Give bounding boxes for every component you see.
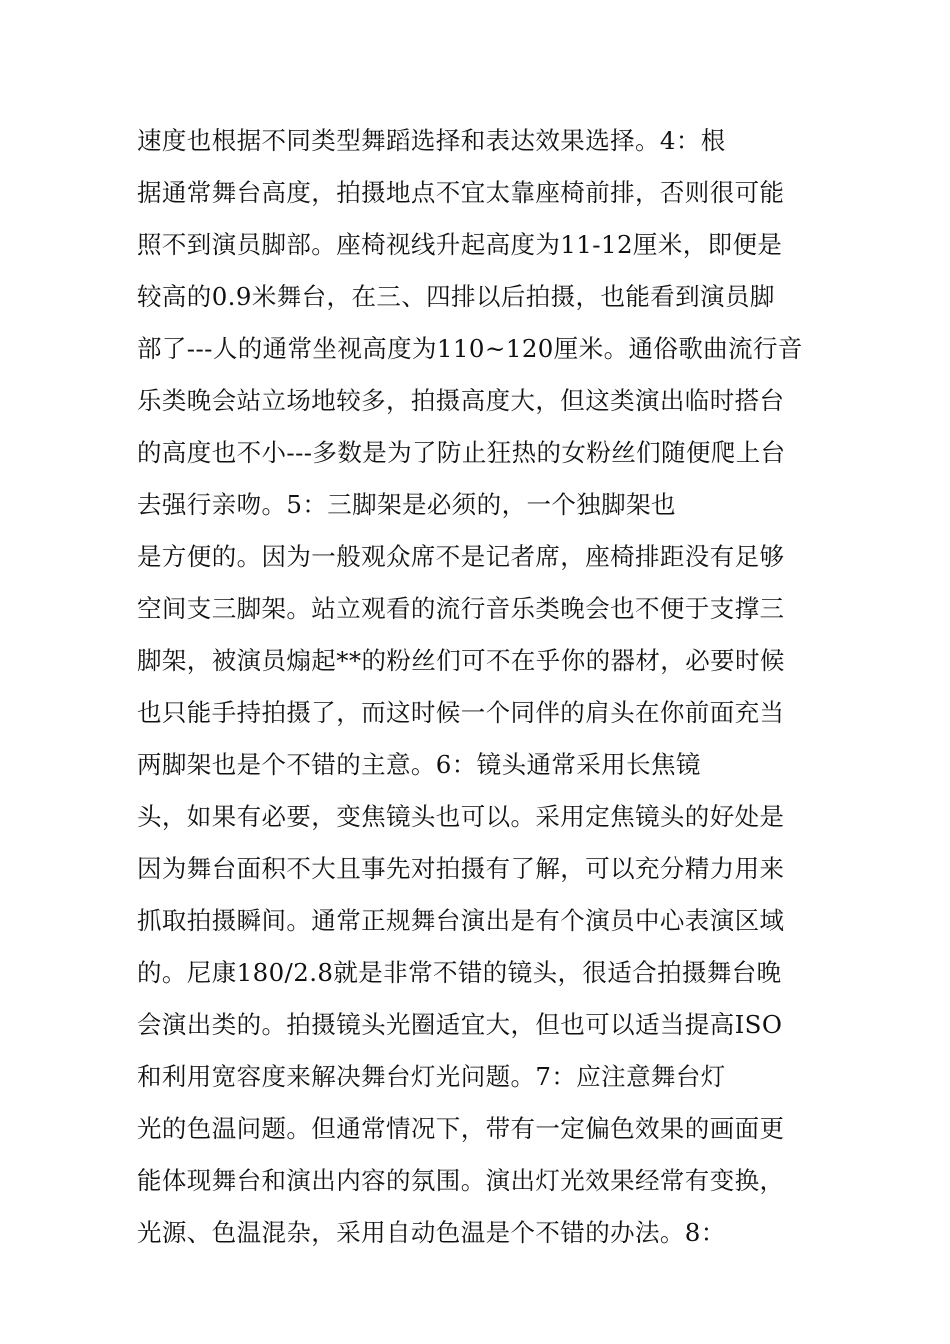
text-line: 乐类晚会站立场地较多，拍摄高度大，但这类演出临时搭台 — [137, 386, 785, 415]
text-line: 照不到演员脚部。座椅视线升起高度为11-12厘米，即便是 — [137, 230, 783, 259]
text-line: 会演出类的。拍摄镜头光圈适宜大，但也可以适当提高ISO — [137, 1010, 783, 1039]
text-line: 的。尼康180/2.8就是非常不错的镜头，很适合拍摄舞台晚 — [137, 958, 782, 987]
body-text — [137, 115, 817, 1259]
text-line: 光的色温问题。但通常情况下，带有一定偏色效果的画面更 — [137, 1114, 785, 1143]
text-line: 速度也根据不同类型舞蹈选择和表达效果选择。4：根 — [137, 126, 726, 155]
text-line: 空间支三脚架。站立观看的流行音乐类晚会也不便于支撑三 — [137, 594, 785, 623]
text-line: 脚架，被演员煽起**的粉丝们可不在乎你的器材，必要时候 — [137, 646, 785, 675]
text-line: 的高度也不小---多数是为了防止狂热的女粉丝们随便爬上台 — [137, 438, 786, 467]
text-line: 头，如果有必要，变焦镜头也可以。采用定焦镜头的好处是 — [137, 802, 785, 831]
text-line: 能体现舞台和演出内容的氛围。演出灯光效果经常有变换， — [137, 1166, 785, 1195]
text-line: 去强行亲吻。5：三脚架是必须的，一个独脚架也 — [137, 490, 676, 519]
text-line: 是方便的。因为一般观众席不是记者席，座椅排距没有足够 — [137, 542, 785, 571]
text-line: 和利用宽容度来解决舞台灯光问题。7：应注意舞台灯 — [137, 1062, 726, 1091]
text-line: 抓取拍摄瞬间。通常正规舞台演出是有个演员中心表演区域 — [137, 906, 785, 935]
text-line: 也只能手持拍摄了，而这时候一个同伴的肩头在你前面充当 — [137, 698, 785, 727]
text-line: 因为舞台面积不大且事先对拍摄有了解，可以充分精力用来 — [137, 854, 785, 883]
text-line: 较高的0.9米舞台，在三、四排以后拍摄，也能看到演员脚 — [137, 282, 775, 311]
text-line: 两脚架也是个不错的主意。6：镜头通常采用长焦镜 — [137, 750, 701, 779]
text-line: 部了---人的通常坐视高度为110~120厘米。通俗歌曲流行音 — [137, 334, 803, 363]
text-line: 据通常舞台高度，拍摄地点不宜太靠座椅前排，否则很可能 — [137, 178, 785, 207]
text-line: 光源、色温混杂，采用自动色温是个不错的办法。8： — [137, 1218, 726, 1247]
